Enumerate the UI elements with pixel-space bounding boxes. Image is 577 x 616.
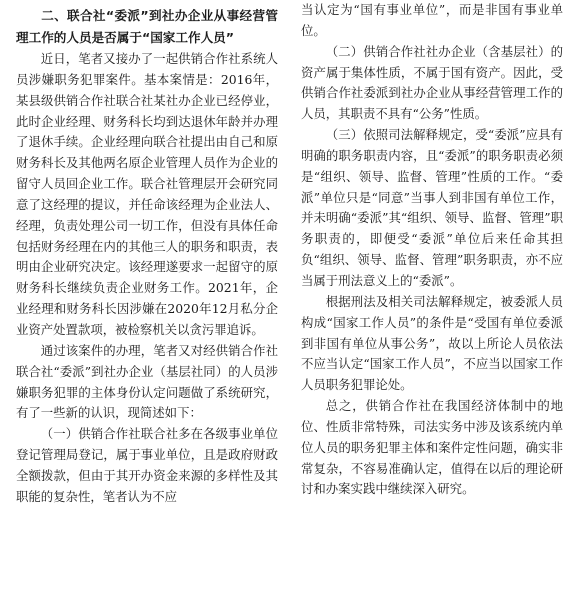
paragraph-point-two: （二）供销合作社社办企业（含基层社）的资产属于集体性质，不属于国有资产。因此，受供销合作社委派到社办企业从事经营管理工作的人员，其职责不具有“公务”性质。 [301, 43, 563, 122]
paragraph-point-one: （一）供销合作社联合社多在各级事业单位登记管理局登记，属于事业单位，且是政府财政全额拨款，但由于其开办资金来源的多样性及其职能的复杂性，笔者认为不应 [16, 426, 278, 504]
paragraph-conclusion: 总之，供销合作社在我国经济体制中的地位、性质非常特殊，司法实务中涉及该系统内单位人员的职务犯罪主体和案件定性问题，确实非常复杂，不容易准确认定，值得在以后的理论研讨和办案实践中继续深入研究。 [301, 398, 563, 497]
left-column [16, 0, 278, 616]
paragraph-point-one-continued: 当认定为“国有事业单位”，而是非国有事业单位。 [301, 2, 563, 38]
paragraph-research-intro: 通过该案件的办理，笔者又对经供销合作社联合社“委派”到社办企业（基层社同）的人员涉嫌职务犯罪的主体身份认定问题做了系统研究，有了一些新的认识，现简述如下： [16, 342, 278, 421]
paragraph-case-summary: 近日，笔者又接办了一起供销合作社系统人员涉嫌职务犯罪案件。基本案情是：2016年，某县级供销合作社联合社某社办企业已经停业，此时企业经理、财务科长均到达退休年龄并办理了退休手续。企业经理向联合社提出由自己和原财务科长及其他两名原企业管理人员作为企业的留守人员回企业工作。联合社管理层开会研究同意了这经理的提议，并任命该经理为企业法人、经理，负责处理公司一切工作，但没有具体任命包括财务经理在内的其他三人的职务和职责，表明由企业研究决定。该经理遂要求一起留守的原财务科长继续负责企业财务工作。2021年，企业经理和财务科长因涉嫌在2020年12月私分企业资产处置款项，被检察机关以贪污罪追诉。 [16, 51, 278, 337]
paragraph-point-three: （三）依照司法解释规定，受“委派”应具有明确的职务职责内容，且“委派”的职务职责必须是“组织、领导、监督、管理”性质的工作。“委派”单位只是“同意”当事人到非国有单位工作，并未明确“委派”其“组织、领导、监督、管理”职务职责的，即便受“委派”单位后来任命其担负“组织、领导、监督、管理”职务职责，亦不应当属于刑法意义上的“委派”。 [301, 127, 563, 288]
paragraph-legal-basis: 根据刑法及相关司法解释规定，被委派人员构成“国家工作人员”的条件是“受国有单位委派到非国有单位从事公务”，故以上所论人员依法不应当认定“国家工作人员”，不应当以国家工作人员职务犯罪论处。 [301, 293, 563, 393]
right-column [301, 0, 563, 616]
section-heading: 二、联合社“委派”到社办企业从事经营管理工作的人员是否属于“国家工作人员” [16, 8, 278, 45]
